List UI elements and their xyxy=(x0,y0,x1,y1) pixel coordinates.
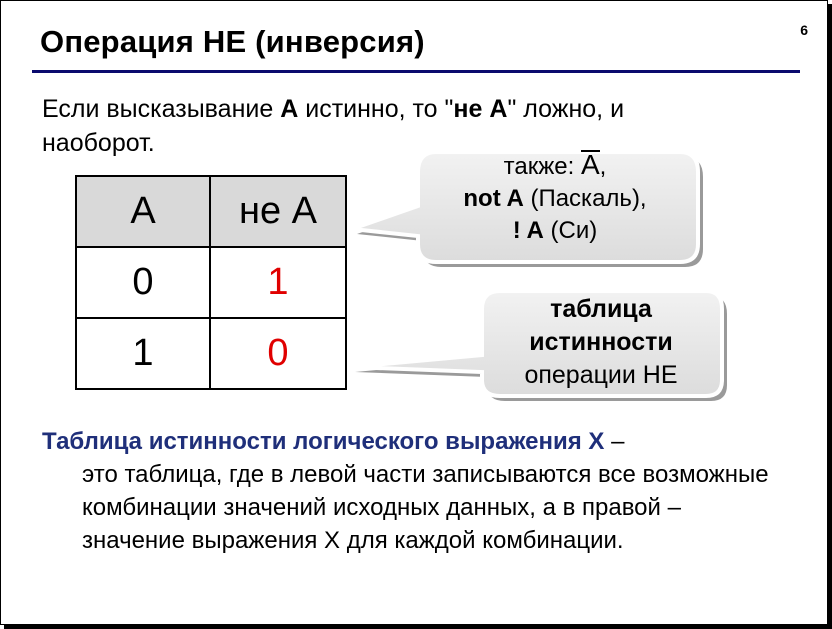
callout-also-line-1 xyxy=(420,150,690,183)
callout-truth-line-2: истинности xyxy=(529,328,673,356)
callout-also-line-2 xyxy=(420,183,690,215)
table-cell: 0 xyxy=(76,247,210,318)
table-header-not-a: не А xyxy=(210,176,346,247)
callout-also-line-3 xyxy=(420,215,690,247)
callout-truth-line-1: таблица xyxy=(550,295,652,323)
overline-a-symbol: A xyxy=(580,149,600,180)
definition-body: это таблица, где в левой части записываются все возможные комбинации значений исходных данных, а в правой – значение выражения Х для каждой комбинации. xyxy=(82,461,769,554)
callout-also-pascal-op: not A xyxy=(463,185,524,212)
definition-dash: – xyxy=(604,428,625,455)
callout-also-comma: , xyxy=(599,153,607,180)
definition-head: Таблица истинности логического выражения Х xyxy=(42,428,605,455)
table-header-a: A xyxy=(76,176,210,247)
callout-also-pascal-label: (Паскаль), xyxy=(523,185,647,212)
callout-also xyxy=(420,150,690,247)
table-cell: 1 xyxy=(210,247,346,318)
page-title: Операция НЕ (инверсия) xyxy=(40,24,425,59)
table-cell: 0 xyxy=(210,318,346,389)
intro-part-2: истинно, то " xyxy=(298,95,454,123)
intro-part-1: Если высказывание xyxy=(42,95,281,123)
callout-also-c-label: (Си) xyxy=(543,217,598,244)
table-cell: 1 xyxy=(76,318,210,389)
callout-truth xyxy=(485,293,717,392)
definition xyxy=(42,425,782,557)
page-number: 6 xyxy=(800,22,808,38)
intro-part-3: " ложно, и наоборот. xyxy=(42,95,625,157)
callout-also-c-op: ! A xyxy=(512,217,544,244)
intro-bold-not-a: не А xyxy=(453,95,508,123)
callout-truth-line-3: операции НЕ xyxy=(524,361,678,389)
intro-bold-a: A xyxy=(280,95,299,123)
callout-also-prefix: также: xyxy=(503,153,575,180)
